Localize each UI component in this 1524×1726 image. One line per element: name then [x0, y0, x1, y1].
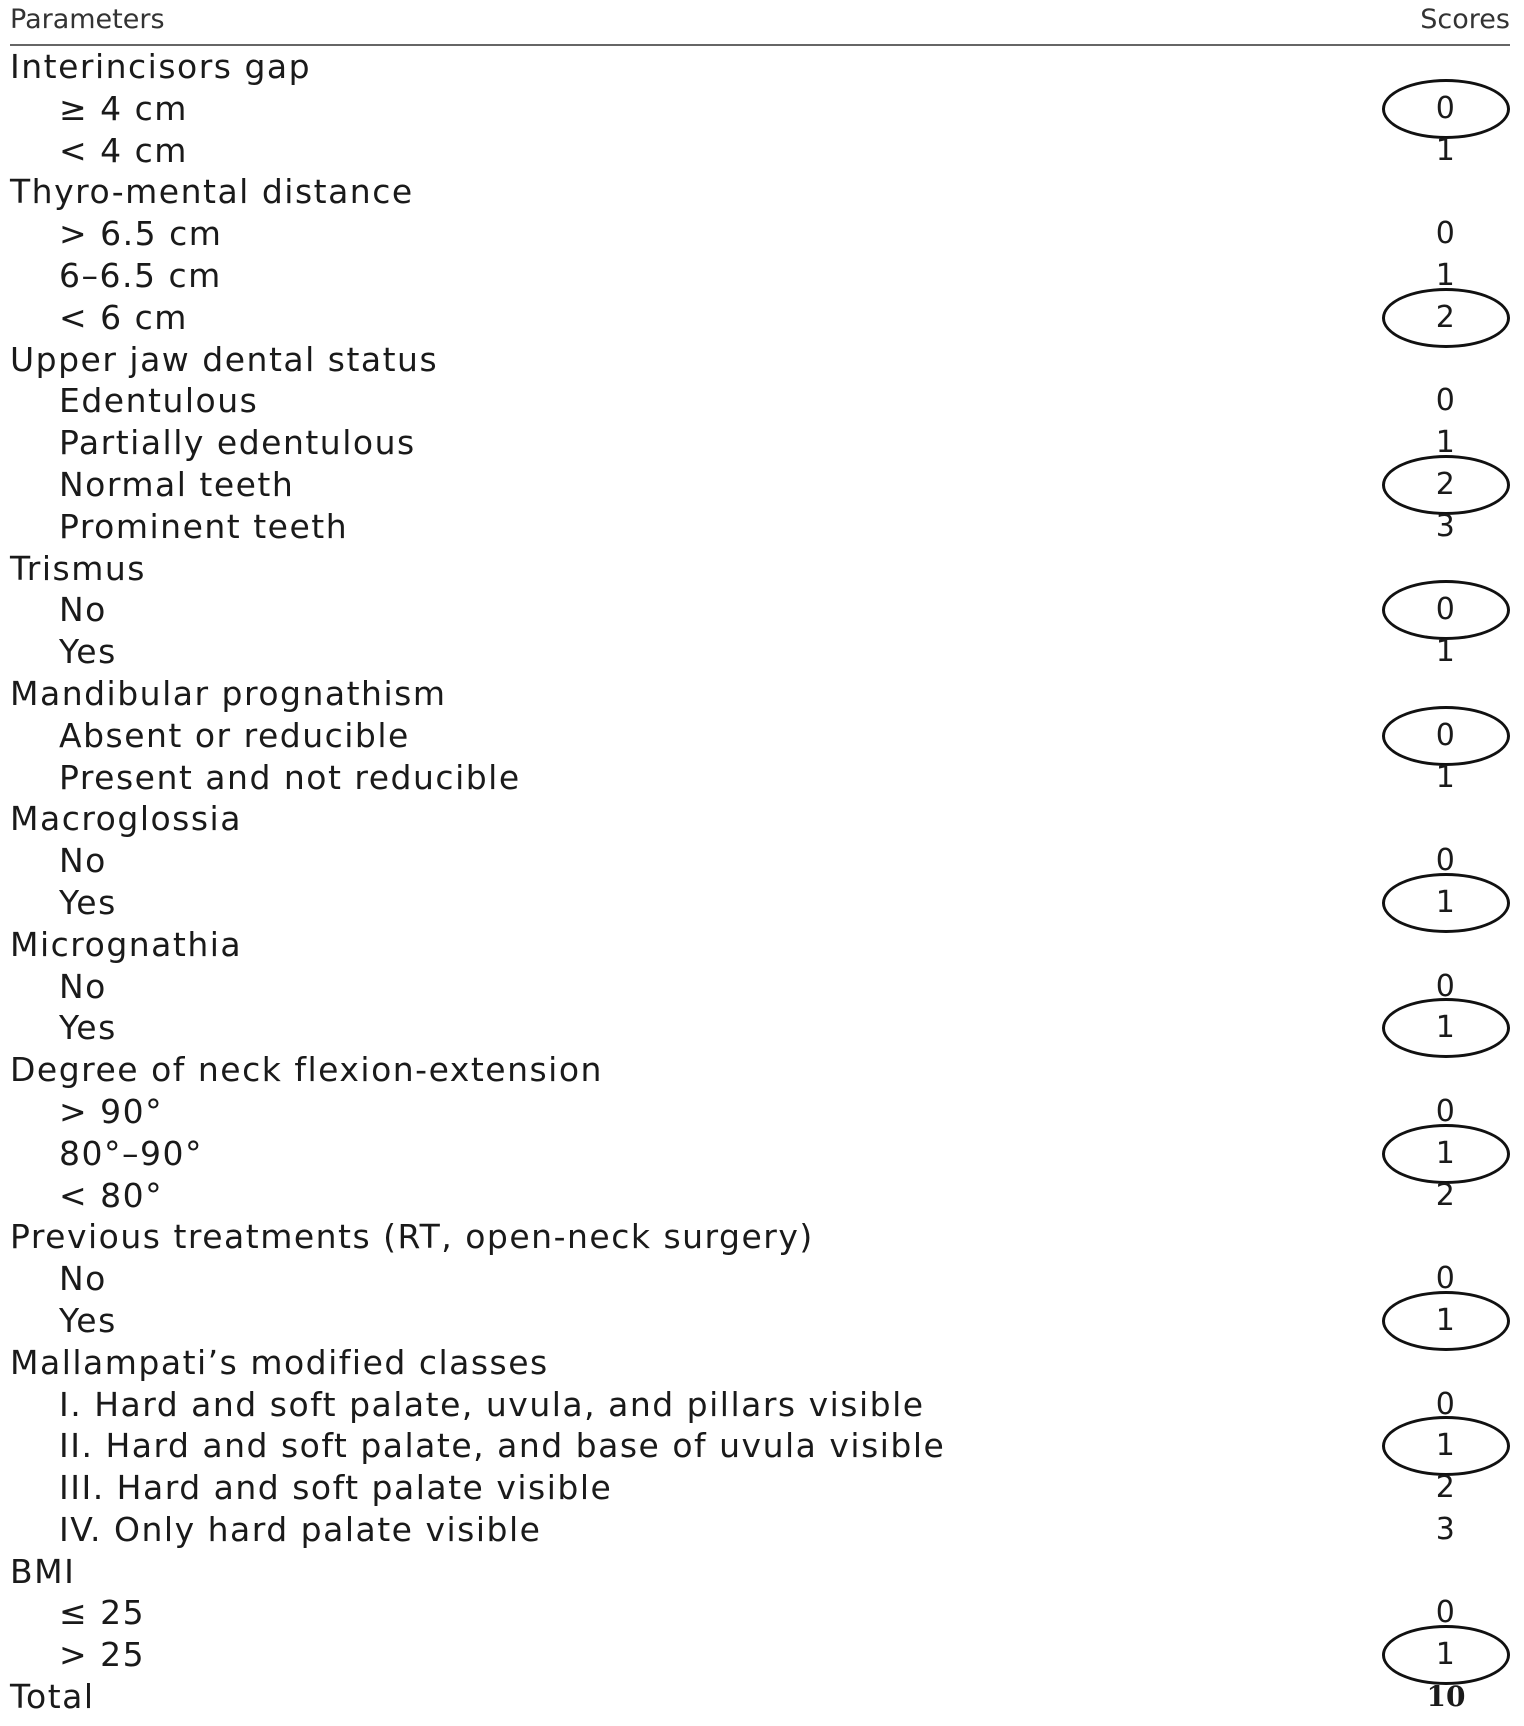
score-text: 10 — [1426, 1680, 1466, 1714]
option-label: IV. Only hard palate visible — [59, 1509, 542, 1549]
score-text: 1 — [1406, 1007, 1486, 1049]
score-text: 1 — [1435, 634, 1457, 670]
parameter-title: Mandibular prognathism — [10, 673, 447, 713]
scores-header: Scores — [1420, 4, 1510, 35]
option-label: No — [59, 841, 107, 881]
option-label: < 4 cm — [59, 130, 188, 170]
score-text: 0 — [1406, 88, 1486, 130]
option-label: Present and not reducible — [59, 757, 521, 797]
score-text: 0 — [1435, 1386, 1457, 1422]
table-header — [10, 0, 1510, 46]
option-row — [10, 1384, 1510, 1426]
option-row — [10, 966, 1510, 1008]
parameter-title: Interincisors gap — [10, 47, 312, 86]
score-text: 0 — [1435, 383, 1457, 419]
option-label: No — [59, 966, 107, 1006]
score-text: 2 — [1406, 464, 1486, 506]
option-label: > 25 — [59, 1635, 146, 1675]
table-body — [10, 46, 1510, 1718]
option-label: 6–6.5 cm — [59, 255, 222, 295]
parameter-title: Trismus — [10, 548, 146, 588]
option-label: III. Hard and soft palate visible — [59, 1468, 613, 1508]
parameter-title: Mallampati’s modified classes — [10, 1342, 549, 1382]
total-row — [10, 1676, 1510, 1718]
score-text: 1 — [1435, 257, 1457, 293]
score-text: 2 — [1435, 1470, 1457, 1506]
parameter-group-row — [10, 46, 1510, 88]
option-label: Prominent teeth — [59, 506, 349, 546]
option-row — [10, 464, 1510, 506]
option-label: Normal teeth — [59, 464, 295, 504]
score-text: 0 — [1435, 1595, 1457, 1631]
option-row — [10, 1592, 1510, 1634]
option-row — [10, 130, 1510, 172]
option-label: ≥ 4 cm — [59, 88, 188, 128]
option-row — [10, 1007, 1510, 1049]
score-text: 1 — [1406, 1300, 1486, 1342]
option-row — [10, 840, 1510, 882]
score-text: 1 — [1406, 1425, 1486, 1467]
score-text: 0 — [1435, 1093, 1457, 1129]
option-row — [10, 715, 1510, 757]
parameter-group-row — [10, 1216, 1510, 1258]
total-label: Total — [10, 1677, 95, 1717]
score-text: 0 — [1435, 216, 1457, 252]
parameter-group-row — [10, 673, 1510, 715]
option-row — [10, 506, 1510, 548]
option-label: 80°–90° — [59, 1133, 203, 1173]
score-text: 3 — [1435, 1511, 1457, 1547]
option-label: I. Hard and soft palate, uvula, and pillars visible — [59, 1384, 925, 1424]
option-label: Yes — [59, 632, 117, 672]
option-label: Absent or reducible — [59, 715, 410, 755]
option-label: > 6.5 cm — [59, 214, 223, 254]
option-row — [10, 1175, 1510, 1217]
score-text: 1 — [1435, 425, 1457, 461]
option-label: < 80° — [59, 1175, 164, 1215]
score-text: 0 — [1406, 715, 1486, 757]
parameter-title: Thyro-mental distance — [10, 172, 414, 212]
parameter-group-row — [10, 924, 1510, 966]
option-row — [10, 589, 1510, 631]
option-row — [10, 1634, 1510, 1676]
option-row — [10, 757, 1510, 799]
score-text: 0 — [1435, 968, 1457, 1004]
parameter-group-row — [10, 339, 1510, 381]
option-row — [10, 1509, 1510, 1551]
option-label: Partially edentulous — [59, 423, 416, 463]
parameter-title: Previous treatments (RT, open-neck surgery) — [10, 1217, 814, 1257]
option-row — [10, 1467, 1510, 1509]
option-label: Yes — [59, 882, 117, 922]
score-text: 1 — [1406, 1133, 1486, 1175]
option-row — [10, 297, 1510, 339]
parameter-group-row — [10, 1049, 1510, 1091]
score-text: 0 — [1435, 1261, 1457, 1297]
option-row — [10, 1425, 1510, 1467]
parameter-group-row — [10, 1551, 1510, 1593]
score-text: 1 — [1406, 1634, 1486, 1676]
parameter-group-row — [10, 798, 1510, 840]
option-label: No — [59, 590, 107, 630]
score-text: 3 — [1435, 508, 1457, 544]
score-text: 0 — [1406, 589, 1486, 631]
option-row — [10, 1091, 1510, 1133]
option-row — [10, 213, 1510, 255]
parameter-group-row — [10, 548, 1510, 590]
score-text: 2 — [1406, 297, 1486, 339]
option-label: Edentulous — [59, 381, 259, 421]
option-row — [10, 631, 1510, 673]
parameter-group-row — [10, 1342, 1510, 1384]
option-row — [10, 422, 1510, 464]
score-text: 0 — [1435, 843, 1457, 879]
score-text: 1 — [1435, 759, 1457, 795]
option-label: No — [59, 1259, 107, 1299]
parameter-title: BMI — [10, 1551, 76, 1591]
airway-score-table — [10, 0, 1510, 1718]
option-row — [10, 88, 1510, 130]
score-text: 2 — [1435, 1177, 1457, 1213]
parameter-title: Upper jaw dental status — [10, 339, 439, 379]
option-row — [10, 1258, 1510, 1300]
score-text: 1 — [1406, 882, 1486, 924]
parameter-group-row — [10, 171, 1510, 213]
option-label: II. Hard and soft palate, and base of uvula visible — [59, 1426, 946, 1466]
option-label: Yes — [59, 1300, 117, 1340]
option-row — [10, 255, 1510, 297]
option-label: > 90° — [59, 1091, 164, 1131]
score-text: 1 — [1435, 132, 1457, 168]
parameter-title: Degree of neck flexion-extension — [10, 1050, 603, 1090]
parameter-title: Micrognathia — [10, 924, 243, 964]
parameters-header: Parameters — [10, 4, 165, 35]
option-row — [10, 1133, 1510, 1175]
option-label: ≤ 25 — [59, 1593, 146, 1633]
option-row — [10, 882, 1510, 924]
option-label: Yes — [59, 1008, 117, 1048]
option-row — [10, 380, 1510, 422]
parameter-title: Macroglossia — [10, 799, 242, 839]
option-row — [10, 1300, 1510, 1342]
option-label: < 6 cm — [59, 297, 188, 337]
